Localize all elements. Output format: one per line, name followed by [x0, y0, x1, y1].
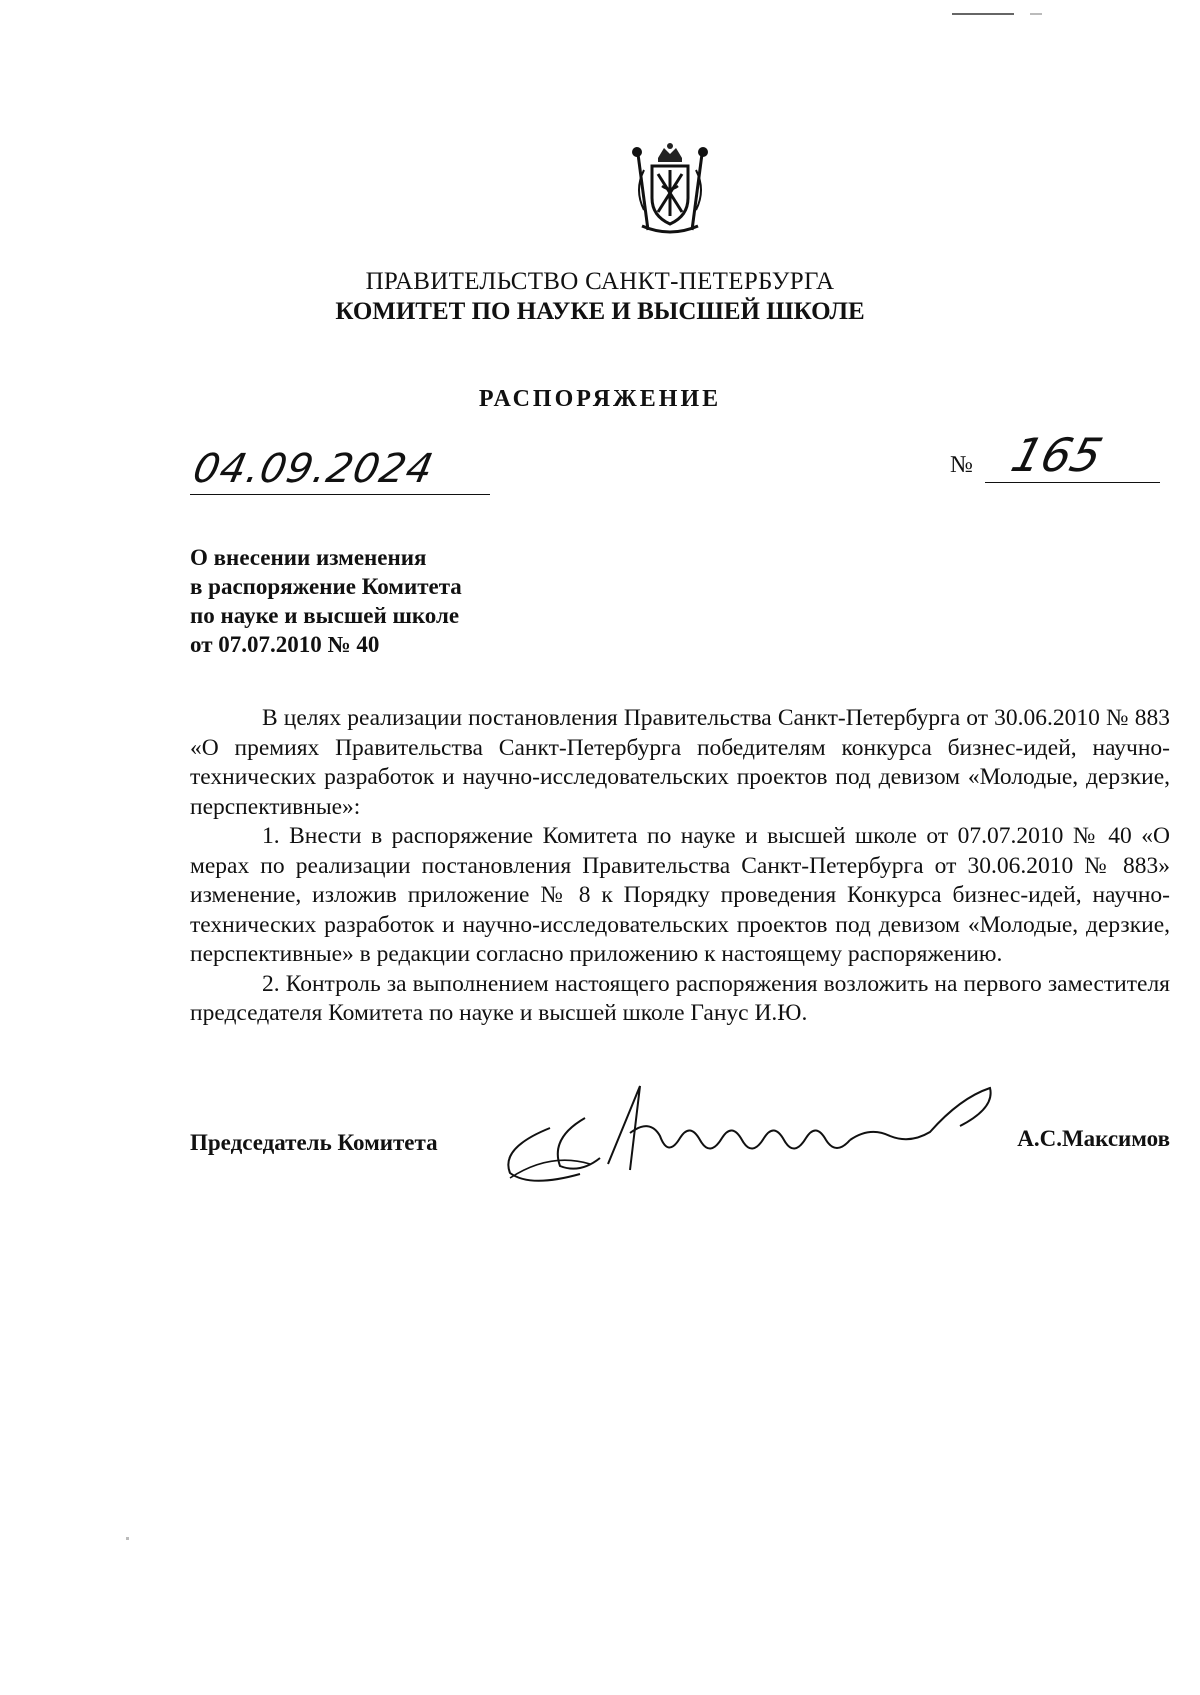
- st-petersburg-coat-of-arms-icon: [620, 140, 720, 240]
- document-type: РАСПОРЯЖЕНИЕ: [478, 386, 722, 412]
- signatory-name: А.С.Максимов: [1017, 1126, 1170, 1151]
- handwritten-signature: [490, 1078, 1000, 1188]
- signature-block: [190, 1126, 1170, 1190]
- scan-artifact-dot: [126, 1537, 129, 1540]
- subject-line: по науке и высшей школе: [190, 603, 460, 628]
- document-subject: [190, 543, 550, 659]
- scan-artifact-marks: [952, 12, 1052, 16]
- document-number: 165: [1005, 428, 1109, 482]
- subject-line: в распоряжение Комитета: [190, 574, 462, 599]
- number-field: [985, 428, 1160, 483]
- document-body: [190, 704, 1170, 1029]
- subject-line: О внесении изменения: [190, 545, 427, 570]
- signatory-title: Председатель Комитета: [190, 1130, 438, 1155]
- committee-title: КОМИТЕТ ПО НАУКЕ И ВЫСШЕЙ ШКОЛЕ: [335, 298, 865, 325]
- body-paragraph-preamble: В целях реализации постановления Правительства Санкт-Петербурга от 30.06.2010 № 883 «О премиях Правительства Санкт-Петербурга победителям конкурса бизнес-идей, научно-технических разработок и научно-исследовательских проектов под девизом «Молодые, дерзкие, перспективные»:: [190, 705, 1170, 820]
- number-label: №: [950, 452, 973, 478]
- subject-line: от 07.07.2010 № 40: [190, 632, 380, 657]
- document-date: 04.09.2024: [189, 446, 438, 492]
- date-field: [190, 438, 490, 495]
- body-paragraph-item-2: 2. Контроль за выполнением настоящего распоряжения возложить на первого заместителя председателя Комитета по науке и высшей школе Ганус И.Ю.: [190, 970, 1170, 1026]
- government-title: ПРАВИТЕЛЬСТВО САНКТ-ПЕТЕРБУРГА: [365, 268, 835, 295]
- body-paragraph-item-1: 1. Внести в распоряжение Комитета по науке и высшей школе от 07.07.2010 № 40 «О мерах по реализации постановления Правительства Санкт-Петербурга от 30.06.2010 № 883» изменение, изложив приложение № 8 к Порядку проведения Конкурса бизнес-идей, научно-технических разработок и научно-исследовательских проектов под девизом «Молодые, дерзкие, перспективные» в редакции согласно приложению к настоящему распоряжению.: [190, 823, 1170, 967]
